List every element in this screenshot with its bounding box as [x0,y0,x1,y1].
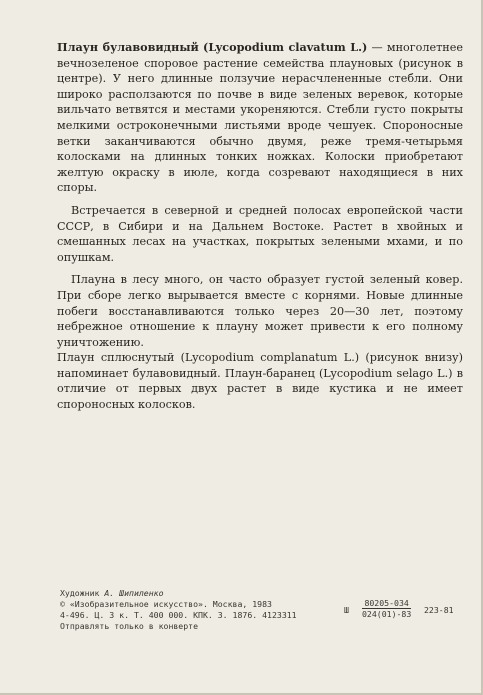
latin-name: (Lycopodium clavatum L.) [203,40,368,54]
mailing-note: Отправлять только в конверте [60,621,199,631]
publisher-line: © «Изобразительное искусство». Москва, 1983 [60,599,272,609]
artist-line [60,588,297,599]
print-info-line: 4-496. Ц. 3 к. Т. 400 000. КПК. 3. 1876. 4123311 [60,610,297,620]
article-title: Плаун булавовидный [57,40,199,54]
artist-name: А. Шипиленко [104,588,164,598]
paragraph-1 [57,40,463,196]
index-fraction [362,598,411,619]
index-denominator: 024(01)-83 [362,609,412,619]
paragraph-1-text: — многолетнее вечнозеленое споровое растение семейства плауновых (рисунок в центре). У него длинные ползучие нерасчлененные стебли. Они широко расползаются по почве в виде зеленых веревок, которые вильчато ветвятся и местами укореняются. Стебли густо покрыты мелкими остроконечными листьями вроде чешуек. Спороносные ветки заканчиваются обычно двумя, реже тремя-четырьмя колосками на длинных тонких ножках. Колоски приобретают желтую окраску в июле, когда созревают находящиеся в них споры. [57,41,463,195]
imprint [60,588,297,632]
paragraph-4: Плаун сплюснутый (Lycopodium complanatum L.) (рисунок внизу) напоминает булавовидный. Плаун-баранец (Lycopodium selago L.) в отличие от первых двух растет в виде кустика и не имеет спороносных колосков. [57,351,463,412]
artist-label: Художник [60,588,105,598]
index-prefix: Ш [344,605,349,615]
article-text [57,40,463,413]
paragraph-2: Встречается в северной и средней полосах европейской части СССР, в Сибири и на Дальнем Востоке. Растет в хвойных и смешанных лесах на участках, покрытых зелеными мхами, и по опушкам. [57,203,463,264]
paragraph-3: Плауна в лесу много, он часто образует густой зеленый ковер. При сборе легко вырывается вместе с корнями. Новые длинные побеги восстанавливаются только через 20—30 лет, поэтому небрежное отношение к плауну может привести к его полному уничтожению. [57,273,463,349]
index-code: 223-81 [424,605,454,615]
index-numerator: 80205-034 [362,598,411,609]
